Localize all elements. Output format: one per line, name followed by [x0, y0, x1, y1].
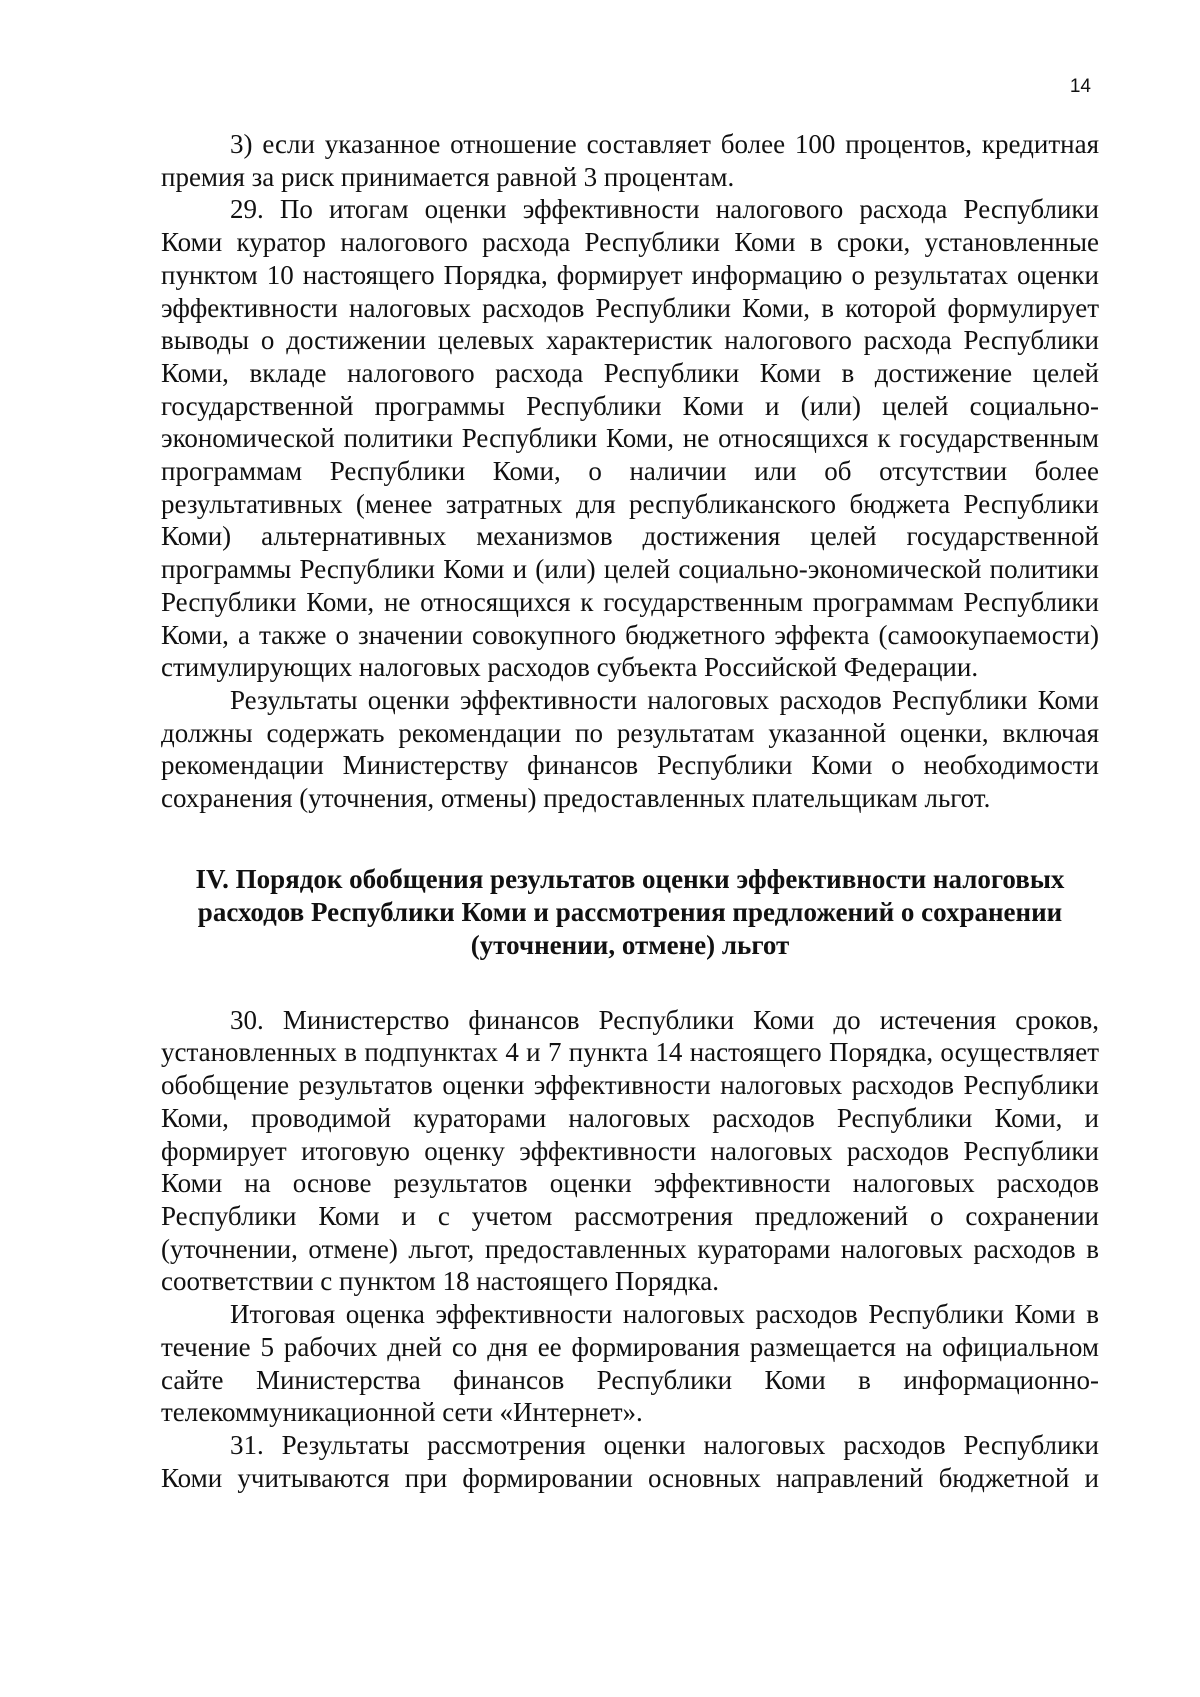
- paragraph-subitem-3: 3) если указанное отношение составляет более 100 процентов, кредитная премия за риск принимается равной 3 процентам.: [161, 129, 1099, 192]
- document-body: [161, 128, 1099, 1494]
- section-heading-line: IV. Порядок обобщения результатов оценки эффективности налоговых: [195, 863, 1065, 894]
- section-heading-line: расходов Республики Коми и рассмотрения предложений о сохранении: [197, 896, 1063, 927]
- section-heading: [161, 863, 1099, 962]
- paragraph-item-29: 29. По итогам оценки эффективности налогового расхода Республики Коми куратор налогового расхода Республики Коми в сроки, установленные пунктом 10 настоящего Порядка, формирует информацию о результатах оценки эффективности налоговых расходов Республики Коми, в которой формулирует выводы о достижении целевых характеристик налогового расхода Республики Коми, вкладе налогового расхода Республики Коми в достижение целей государственной программы Республики Коми и (или) целей социально-экономической политики Республики Коми, не относящихся к государственным программам Республики Коми, о наличии или об отсутствии более результативных (менее затратных для республиканского бюджета Республики Коми) альтернативных механизмов достижения целей государственной программы Республики Коми и (или) целей социально-экономической политики Республики Коми, не относящихся к государственным программам Республики Коми, а также о значении совокупного бюджетного эффекта (самоокупаемости) стимулирующих налоговых расходов субъекта Российской Федерации.: [161, 194, 1099, 683]
- paragraph-final-assessment: Итоговая оценка эффективности налоговых расходов Республики Коми в течение 5 рабочих дней со дня ее формирования размещается на официальном сайте Министерства финансов Республики Коми в информационно-телекоммуникационной сети «Интернет».: [161, 1299, 1099, 1428]
- page-number: 14: [1069, 76, 1091, 97]
- paragraph-results-recommendations: Результаты оценки эффективности налоговых расходов Республики Коми должны содержать рекомендации по результатам указанной оценки, включая рекомендации Министерству финансов Республики Коми о необходимости сохранения (уточнения, отмены) предоставленных плательщикам льгот.: [161, 684, 1099, 814]
- paragraph-item-30: 30. Министерство финансов Республики Коми до истечения сроков, установленных в подпунктах 4 и 7 пункта 14 настоящего Порядка, осуществляет обобщение результатов оценки эффективности налоговых расходов Республики Коми, проводимой кураторами налоговых расходов Республики Коми, и формирует итоговую оценку эффективности налоговых расходов Республики Коми на основе результатов оценки эффективности налоговых расходов Республики Коми и с учетом рассмотрения предложений о сохранении (уточнении, отмене) льгот, предоставленных кураторами налоговых расходов в соответствии с пунктом 18 настоящего Порядка.: [161, 1004, 1099, 1297]
- section-heading-line: (уточнении, отмене) льгот: [470, 929, 790, 960]
- paragraph-item-31: 31. Результаты рассмотрения оценки налоговых расходов Республики Коми учитываются при формировании основных направлений бюджетной и: [161, 1429, 1099, 1493]
